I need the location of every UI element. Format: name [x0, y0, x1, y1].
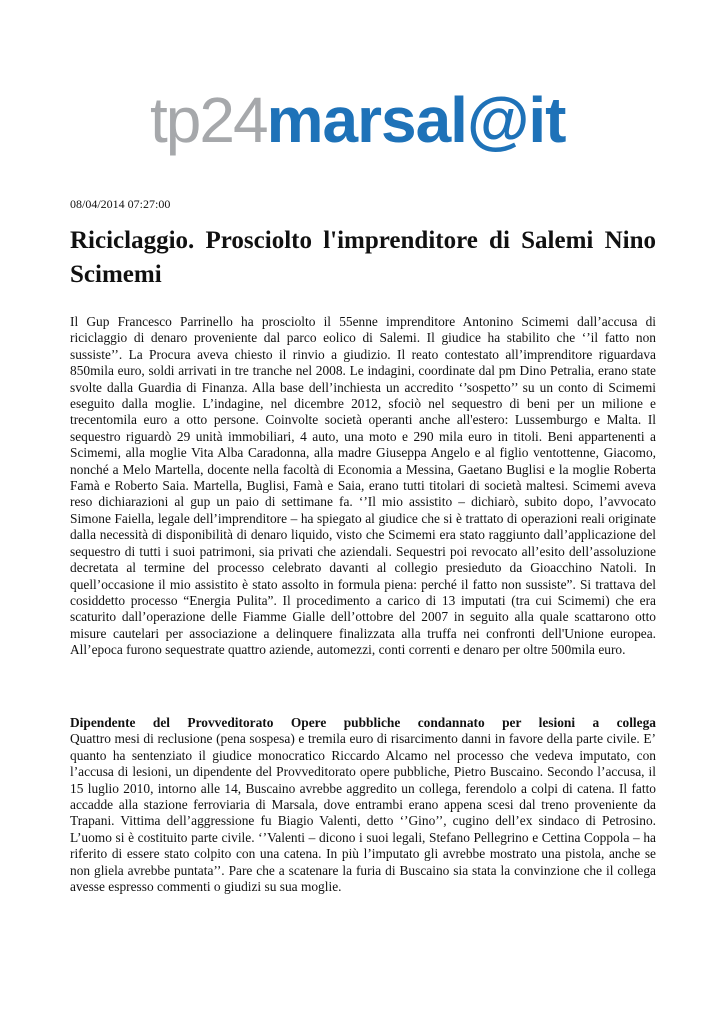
- article-date: 08/04/2014 07:27:00: [70, 197, 171, 211]
- article-title: Riciclaggio. Prosciolto l'imprenditore di Salemi Nino Scimemi: [70, 227, 656, 288]
- logo-tp24-text: tp24: [150, 84, 267, 156]
- secondary-article-heading: Dipendente del Provveditorato Opere pubbliche condannato per lesioni a collega: [70, 715, 656, 730]
- logo-wordmark: [150, 78, 565, 162]
- logo-marsalait-text: marsal@it: [266, 84, 566, 156]
- secondary-article-body: Quattro mesi di reclusione (pena sospesa) e tremila euro di risarcimento danni in favore della parte civile. E’ quanto ha sentenziato il giudice monocratico Riccardo Alcamo nel processo che vedeva imputato, con l’accusa di lesioni, un dipendente del Provveditorato opere pubbliche, Pietro Buscaino. Secondo l’accusa, il 15 luglio 2010, intorno alle 14, Buscaino avrebbe aggredito un collega, ferendolo a colpi di catena. Il fatto accadde alla stazione ferroviaria di Marsala, dove entrambi erano appena scesi dal treno proveniente da Trapani. Vittima dell’aggressione fu Biagio Valenti, detto ‘’Gino’’, cugino dell’ex sindaco di Petrosino. L’uomo si è costituito parte civile. ‘’Valenti – dicono i suoi legali, Stefano Pellegrino e Cettina Coppola – ha riferito di essere stato colpito con una catena. In più l’imputato gli avrebbe mostrato una pistola, anche se non gliela avrebbe puntata’’. Pare che a scatenare la furia di Buscaino sia stata la convinzione che il collega avesse espresso commenti o giudizi su sua moglie.: [70, 731, 656, 895]
- site-logo: [150, 78, 570, 162]
- article-body: Il Gup Francesco Parrinello ha prosciolto il 55enne imprenditore Antonino Scimemi dall’accusa di riciclaggio di denaro proveniente dal parco eolico di Salemi. Il giudice ha stabilito che ‘’il fatto non sussiste’’. La Procura aveva chiesto il rinvio a giudizio. Il reato contestato all’imprenditore riguardava 850mila euro, soldi arrivati in tre tranche nel 2008. Le indagini, coordinate dal pm Dino Petralia, erano state svolte dalla Guardia di Finanza. Alla base dell’inchiesta un accredito ‘’sospetto’’ su un conto di Scimemi eseguito dalla moglie. L’indagine, nel dicembre 2012, sfociò nel sequestro di beni per un milione e trecentomila euro a otto persone. Coinvolte società operanti anche all'estero: Lussemburgo e Malta. Il sequestro riguardò 29 unità immobiliari, 4 auto, una moto e 290 mila euro in titoli. Beni appartenenti a Scimemi, alla moglie Vita Alba Caradonna, alla madre Giuseppa Angelo e al figlio ventottenne, Giacomo, nonché a Melo Martella, docente nella facoltà di Economia a Messina, Gaetano Buglisi e la moglie Roberta Famà e Roberto Saia. Martella, Buglisi, Famà e Saia, erano tutti titolari di società maltesi. Scimemi aveva reso dichiarazioni al gup un paio di settimane fa. ‘’Il mio assistito – dichiarò, subito dopo, l’avvocato Simone Faiella, legale dell’imprenditore – ha spiegato al giudice che si è trattato di operazioni reali originate dalla necessità di disponibilità di denaro liquido, visto che Scimemi era stato raggiunto dall’applicazione del sequestro di tutti i suoi patrimoni, sia privati che aziendali. Sequestri poi revocato all’esito dell’assoluzione decretata al termine del processo celebrato davanti al collegio presieduto da Gioacchino Natoli. In quell’occasione il mio assistito è stato assolto in formula piena: perché il fatto non sussiste”. Si trattava del cosiddetto processo “Energia Pulita”. Il procedimento a carico di 13 imputati (tra cui Scimemi) che era scaturito dall’operazione delle Fiamme Gialle dell’ottobre del 2007 in seguito alla quale scattarono otto misure cautelari per associazione a delinquere finalizzata alla truffa nei confronti dell'Unione europea. All’epoca furono sequestrate quattro aziende, automezzi, conti correnti e denaro per oltre 500mila euro.: [70, 314, 656, 658]
- secondary-article: [70, 715, 656, 895]
